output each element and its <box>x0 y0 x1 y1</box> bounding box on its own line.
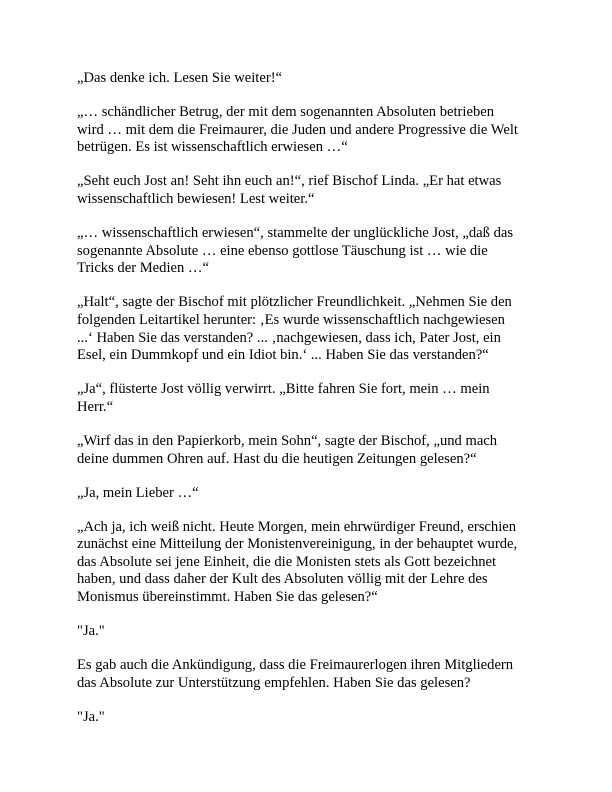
document-body <box>77 70 547 743</box>
paragraph: „Ja, mein Lieber …“ <box>77 484 199 501</box>
paragraph: "Ja." <box>77 623 105 640</box>
paragraph: Es gab auch die Ankündigung, dass die Freimaurerlogen ihren Mitgliedern das Absolute zur Unterstützung empfehlen. Haben Sie das gelesen? <box>77 657 514 691</box>
paragraph: „Ach ja, ich weiß nicht. Heute Morgen, mein ehrwürdiger Freund, erschien zunächst eine Mitteilung der Monistenvereinigung, in der behauptet wurde, das Absolute sei jene Einheit, die die Monisten stets als Gott bezeichnet haben, und dass daher der Kult des Absoluten völlig mit der Lehre des Monismus übereinstimmt. Haben Sie das gelesen?“ <box>77 518 518 606</box>
paragraph: „Halt“, sagte der Bischof mit plötzlicher Freundlichkeit. „Nehmen Sie den folgenden Leitartikel herunter: ‚Es wurde wissenschaftlich nachgewiesen ...‘ Haben Sie das verstanden? ... ‚nachgewiesen, dass ich, Pater Jost, ein Esel, ein Dummkopf und ein Idiot bin.‘ ... Haben Sie das verstanden?“ <box>77 294 512 364</box>
paragraph: „… schändlicher Betrug, der mit dem sogenannten Absoluten betrieben wird … mit dem die Freimaurer, die Juden und andere Progressive die Welt betrügen. Es ist wissenschaftlich erwiesen …“ <box>77 104 518 156</box>
paragraph: „Seht euch Jost an! Seht ihn euch an!“, rief Bischof Linda. „Er hat etwas wissenschaftlich bewiesen! Lest weiter.“ <box>77 173 502 207</box>
paragraph: „… wissenschaftlich erwiesen“, stammelte der unglückliche Jost, „daß das sogenannte Absolute … eine ebenso gottlose Täuschung ist … wie die Tricks der Medien …“ <box>77 225 514 277</box>
paragraph: "Ja." <box>77 708 105 725</box>
paragraph: „Ja“, flüsterte Jost völlig verwirrt. „Bitte fahren Sie fort, mein … mein Herr.“ <box>77 381 490 415</box>
paragraph: „Wirf das in den Papierkorb, mein Sohn“, sagte der Bischof, „und mach deine dummen Ohren auf. Hast du die heutigen Zeitungen gelesen?“ <box>77 432 498 467</box>
paragraph: „Das denke ich. Lesen Sie weiter!“ <box>77 70 283 86</box>
